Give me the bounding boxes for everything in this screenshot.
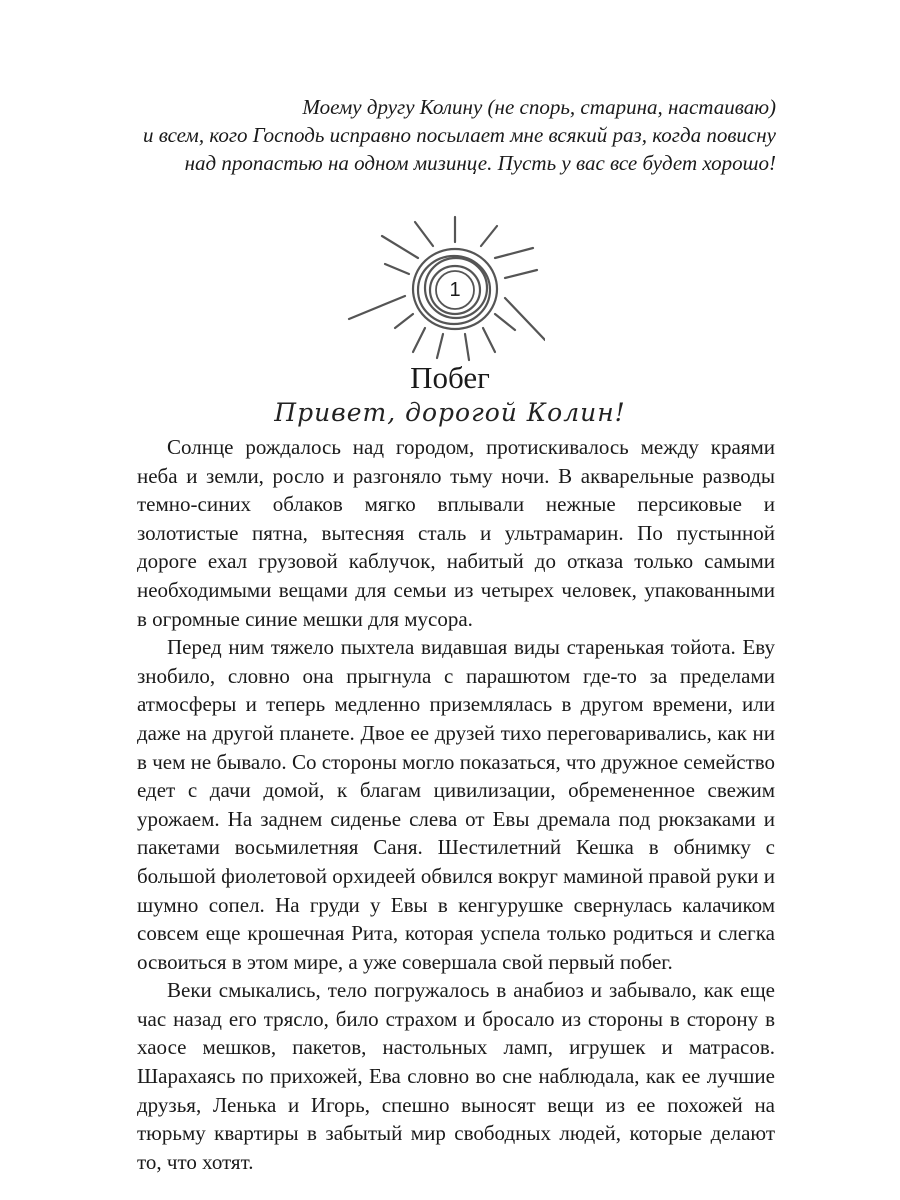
paragraph: Солнце рождалось над городом, протискивалось между краями неба и земли, росло и разгоняло тьму ночи. В акварельные разводы темно-синих облаков мягко вплывали нежные персиковые и золотистые пятна, вытесняя сталь и ультрамарин. По пустынной дороге ехал грузовой каблучок, набитый до отказа только самыми необходимыми вещами для семьи из четырех человек, упакованными в огромные синие мешки для мусора. xyxy=(137,435,775,631)
epigraph-line: и всем, кого Господь исправно посылает мне всякий раз, когда повисну xyxy=(143,123,776,147)
sun-emblem xyxy=(345,212,545,362)
chapter-title: Побег xyxy=(410,360,490,395)
epigraph xyxy=(136,93,776,177)
paragraph: Перед ним тяжело пыхтела видавшая виды старенькая тойота. Еву знобило, словно она прыгнула с парашютом где-то за пределами атмосферы и теперь медленно приземлялась в другом времени, или даже на другой планете. Двое ее друзей тихо переговаривались, как ни в чем не бывало. Со стороны могло показаться, что дружное семейство едет с дачи домой, к благам цивилизации, обремененное свежим урожаем. На заднем сиденье слева от Евы дремала под рюкзаками и пакетами восьмилетняя Саня. Шестилетний Кешка в обнимку с большой фиолетовой орхидеей обвился вокруг маминой правой руки и шумно сопел. На груди у Евы в кенгурушке свернулась калачиком совсем еще крошечная Рита, которая успела только родиться и слегка освоиться в этом мире, а уже совершала свой первый побег. xyxy=(137,635,775,974)
chapter-number: 1 xyxy=(449,278,461,301)
chapter-subtitle: Привет, дорогой Колин! xyxy=(274,398,626,427)
epigraph-line: Моему другу Колину (не спорь, старина, настаиваю) xyxy=(302,95,776,119)
paragraph: Веки смыкались, тело погружалось в анабиоз и забывало, как еще час назад его трясло, било страхом и бросало из стороны в сторону в хаосе мешков, пакетов, настольных ламп, игрушек и матрасов. Шарахаясь по прихожей, Ева словно во сне наблюдала, как ее лучшие друзья, Ленька и Игорь, спешно выносят вещи из ее похожей на тюрьму квартиры в забытый мир свободных людей, которые делают то, что хотят. xyxy=(137,978,775,1174)
chapter-body xyxy=(137,433,775,1176)
epigraph-line: над пропастью на одном мизинце. Пусть у вас все будет хорошо! xyxy=(184,151,776,175)
